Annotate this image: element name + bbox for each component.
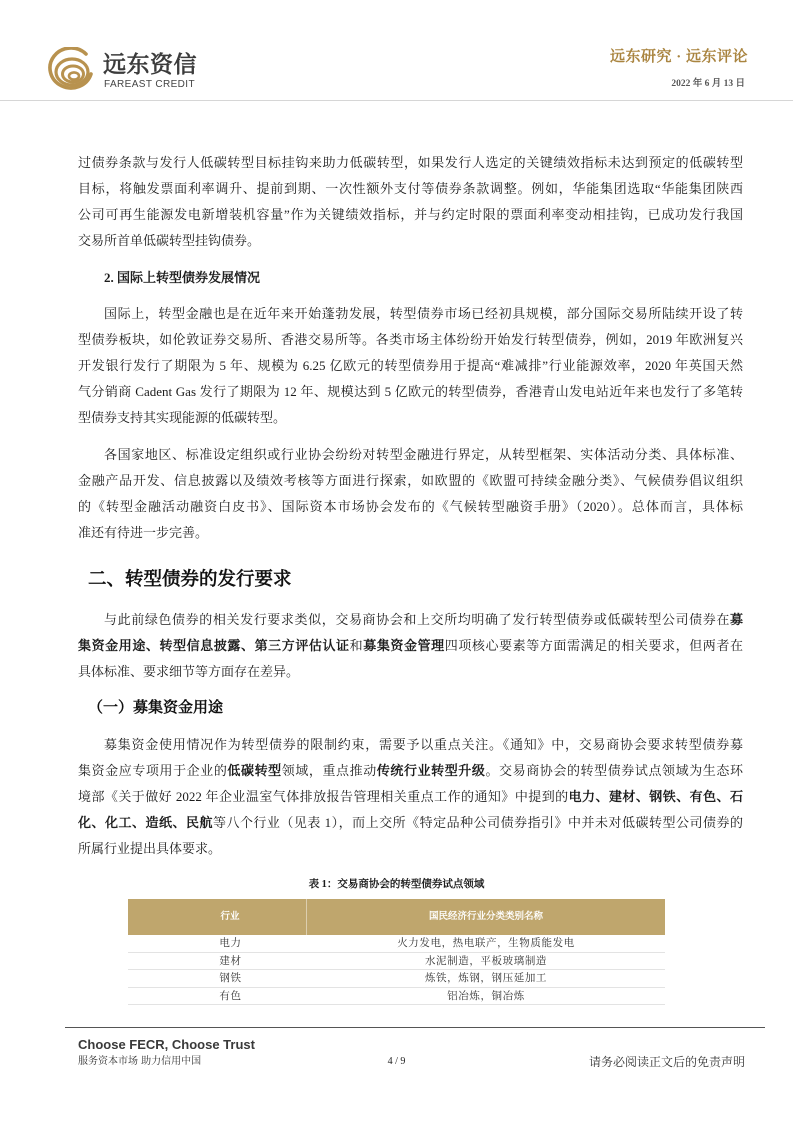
heading-international-development: 2. 国际上转型债券发展情况: [104, 270, 261, 285]
paragraph-line: 气分销商 Cadent Gas 发行了期限为 12 年、规模达到 5 亿欧元的转型债券，香港青山发电站近年来也发行了多笔转: [78, 384, 743, 399]
footer-rule: [65, 1027, 765, 1028]
paragraph-line: [78, 758, 743, 784]
header-rule: [0, 100, 793, 101]
page-number: 4 / 9: [387, 1056, 406, 1067]
section-title-issuance-requirements: 二、转型债券的发行要求: [88, 570, 292, 590]
table-caption: 表 1：交易商协会的转型债券试点领域: [308, 879, 485, 890]
fareast-credit-logo-icon: [47, 47, 95, 93]
paragraph-issuance-requirements: [78, 607, 743, 685]
table-cell-industry: 钢铁: [219, 973, 242, 984]
table-cell-industry: 电力: [219, 938, 242, 949]
table-row: [128, 953, 665, 971]
paragraph-line: [78, 810, 743, 836]
paragraph-line: 准还有待进一步完善。: [78, 525, 209, 540]
footer-slogan-en: Choose FECR, Choose Trust: [78, 1037, 255, 1052]
paragraph-line: [78, 633, 743, 659]
disclaimer-note: 请务必阅读正文后的免责声明: [588, 1055, 745, 1069]
paragraph-line: [78, 732, 743, 758]
brand-name-cn: 远东资信: [103, 52, 197, 78]
table-cell-classification: 火力发电，热电联产，生物质能发电: [397, 938, 575, 949]
paragraph-line: 型债券板块，如伦敦证券交易所、香港交易所等。各类市场主体纷纷开始发行转型债券，例如，2019 年欧洲复兴: [78, 332, 743, 347]
text-run: 境部《关于做好 2022 年企业温室气体排放报告管理相关重点工作的通知》中提到的: [78, 789, 569, 804]
text-run: 与此前绿色债券的相关发行要求类似，交易商协会和上交所均明确了发行转型债券或低碳转型公司债券在: [104, 612, 730, 627]
text-run: 等八个行业（见表 1），而上交所《特定品种公司债券指引》中并未对低碳转型公司债券的: [212, 815, 743, 830]
table-cell-classification: 水泥制造，平板玻璃制造: [424, 955, 548, 967]
brand-name-en: FAREAST CREDIT: [104, 79, 195, 90]
paragraph-line: 型债券支持其实现能源的低碳转型。: [78, 410, 287, 425]
bold-text-run: 募: [729, 612, 743, 627]
paragraph-line: 过债券条款与发行人低碳转型目标挂钩来助力低碳转型，如果发行人选定的关键绩效指标未达到预定的低碳转型: [78, 155, 743, 170]
paragraph-line: [78, 607, 743, 633]
paragraph-line: 的《转型金融活动融资白皮书》、国际资本市场协会发布的《气候转型融资手册》（2020）。总体而言，具体标: [78, 499, 743, 514]
paragraph-line: [78, 836, 743, 862]
text-run: 集资金应专项用于企业的: [78, 763, 228, 778]
report-date: 2022 年 6 月 13 日: [671, 79, 745, 89]
text-run: 领域，重点推动: [281, 763, 377, 778]
text-run: 和: [349, 638, 364, 653]
paragraph-line: 国际上，转型金融也是在近年来开始蓬勃发展，转型债券市场已经初具规模，部分国际交易所陆续开设了转: [104, 306, 743, 321]
paragraph-standard-setting: [78, 442, 743, 546]
paragraph-use-of-proceeds: [78, 732, 743, 862]
table-cell-industry: 有色: [219, 990, 242, 1002]
paragraph-line: 公司可再生能源发电新增装机容量”作为关键绩效指标，并与约定时限的票面利率变动相挂钩，已成功发行我国: [78, 207, 743, 222]
paragraph-line: [78, 784, 743, 810]
subsection-title-use-of-proceeds: （一）募集资金用途: [88, 700, 224, 716]
column-header-classification: 国民经济行业分类类别名称: [428, 912, 543, 922]
text-run: 所属行业提出具体要求。: [78, 841, 222, 856]
bold-text-run: 低碳转型: [227, 763, 282, 778]
paragraph-line: 各国家地区、标准设定组织或行业协会纷纷对转型金融进行界定，从转型框架、实体活动分类、具体标准、: [104, 447, 743, 462]
column-header-industry: 行业: [128, 899, 307, 935]
table-row: [128, 970, 665, 988]
table-row: [128, 935, 665, 953]
text-run: 募集资金使用情况作为转型债券的限制约束，需要予以重点关注。《通知》中，交易商协会要求转型债券募: [104, 737, 743, 752]
report-series-title: 远东研究 · 远东评论: [609, 49, 748, 65]
logo-ring: [69, 72, 79, 79]
paragraph-line: 交易所首单低碳转型挂钩债券。: [78, 233, 261, 248]
bold-text-run: 传统行业转型升级: [376, 763, 486, 778]
table-cell-industry: 建材: [219, 955, 242, 967]
paragraph-line: 金融产品开发、信息披露以及绩效考核等方面进行探索，如欧盟的《欧盟可持续金融分类》、气候债券倡议组织: [78, 473, 743, 488]
paragraph-line: 目标，将触发票面利率调升、提前到期、一次性额外支付等债券条款调整。例如，华能集团选取“华能集团陕西: [78, 181, 743, 196]
bold-text-run: 化、化工、造纸、民航: [78, 815, 213, 830]
paragraph-international-market: [78, 301, 743, 431]
bold-text-run: 电力、建材、钢铁、有色、石: [568, 789, 743, 804]
pilot-industries-table: [128, 899, 665, 1005]
footer-slogan-cn: 服务资本市场 助力信用中国: [78, 1056, 202, 1067]
text-run: 具体标准、要求细节等方面存在差异。: [78, 664, 300, 679]
paragraph-kpi-linked-bonds: [78, 150, 743, 254]
table-row: [128, 988, 665, 1006]
text-run: 四项核心要素等方面需满足的相关要求，但两者在: [444, 638, 743, 653]
table-cell-classification: 炼铁，炼钢，钢压延加工: [424, 973, 548, 984]
table-cell-classification: 铝冶炼，铜冶炼: [447, 990, 525, 1002]
paragraph-line: [78, 659, 743, 685]
paragraph-line: 开发银行发行了期限为 5 年、规模为 6.25 亿欧元的转型债券用于提高“难减排”行业能源效率，2020 年英国天然: [78, 358, 743, 373]
bold-text-run: 募集资金管理: [363, 638, 445, 653]
bold-text-run: 集资金用途、转型信息披露、第三方评估认证: [78, 638, 350, 653]
table-header-row: [128, 899, 665, 935]
text-run: 。交易商协会的转型债券试点领域为生态环: [485, 763, 743, 778]
